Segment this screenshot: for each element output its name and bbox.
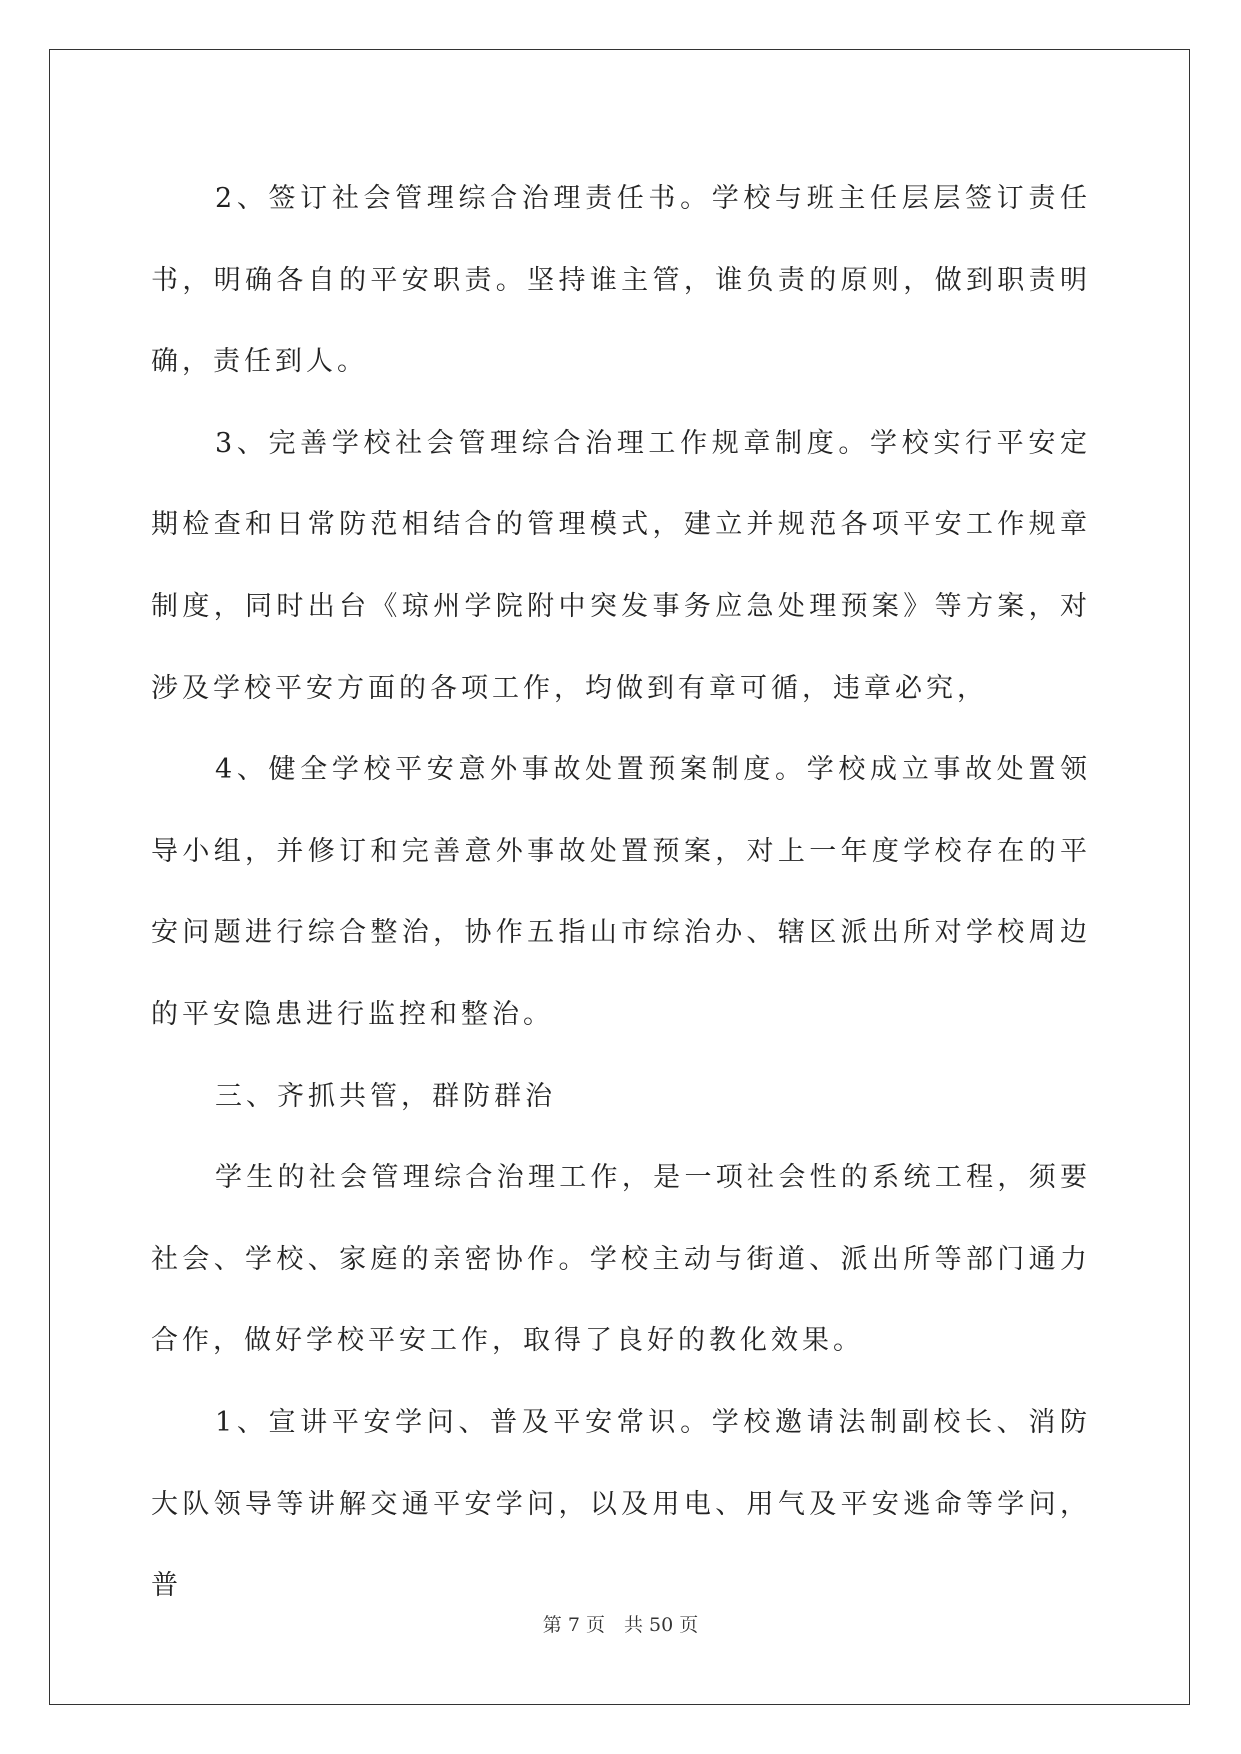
paragraph: 学生的社会管理综合治理工作，是一项社会性的系统工程，须要社会、学校、家庭的亲密协作。学校主动与街道、派出所等部门通力合作，做好学校平安工作，取得了良好的教化效果。 xyxy=(151,1162,1091,1357)
paragraph: 2、签订社会管理综合治理责任书。学校与班主任层层签订责任书，明确各自的平安职责。坚持谁主管，谁负责的原则，做到职责明确，责任到人。 xyxy=(151,183,1091,378)
paragraph: 1、宣讲平安学问、普及平安常识。学校邀请法制副校长、消防大队领导等讲解交通平安学问，以及用电、用气及平安逃命等学问，普 xyxy=(151,1406,1091,1602)
paragraph: 4、健全学校平安意外事故处置预案制度。学校成立事故处置领导小组，并修订和完善意外事故处置预案，对上一年度学校存在的平安问题进行综合整治，协作五指山市综治办、辖区派出所对学校周边的平安隐患进行监控和整治。 xyxy=(151,754,1091,1030)
page-number-label: 第 7 页 共 50 页 xyxy=(542,1614,699,1636)
document-body xyxy=(151,158,1091,1627)
page-footer xyxy=(0,1610,1241,1637)
section-heading: 三、齐抓共管，群防群治 xyxy=(215,1080,556,1112)
paragraph: 3、完善学校社会管理综合治理工作规章制度。学校实行平安定期检查和日常防范相结合的管理模式，建立并规范各项平安工作规章制度，同时出台《琼州学院附中突发事务应急处理预案》等方案，对涉及学校平安方面的各项工作，均做到有章可循，违章必究， xyxy=(151,427,1091,704)
